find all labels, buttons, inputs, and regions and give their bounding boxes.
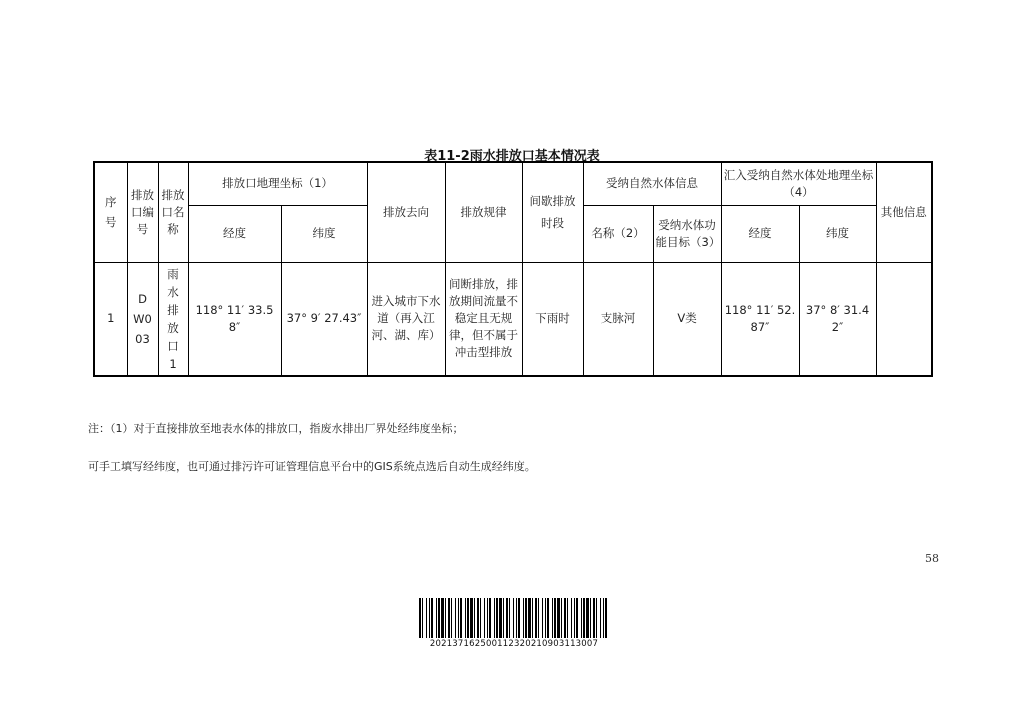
barcode-bar xyxy=(484,598,485,638)
header-conf-longitude: 经度 xyxy=(721,205,799,262)
cell-receiving-target: V类 xyxy=(653,262,721,376)
header-latitude: 纬度 xyxy=(281,205,367,262)
header-pattern: 排放规律 xyxy=(445,162,522,262)
table-title: 表11-2雨水排放口基本情况表 xyxy=(424,149,600,164)
barcode-bar xyxy=(477,598,479,638)
barcode-bar xyxy=(429,598,430,638)
cell-name: 雨水排放口1 xyxy=(158,262,188,376)
cell-pattern: 间断排放，排放期间流量不稳定且无规律，但不属于冲击型排放 xyxy=(445,262,522,376)
barcode-bar xyxy=(554,598,556,638)
barcode-bar xyxy=(516,598,517,638)
cell-code: DW003 xyxy=(127,262,158,376)
barcode-bar xyxy=(419,598,421,638)
header-receiving-target: 受纳水体功能目标（3） xyxy=(653,205,721,262)
cell-other xyxy=(876,262,932,376)
barcode-bar xyxy=(581,598,582,638)
header-receiving-group: 受纳自然水体信息 xyxy=(583,162,721,205)
cell-direction: 进入城市下水道（再入江河、湖、库） xyxy=(367,262,445,376)
header-outlet-code: 排放口编号 xyxy=(127,162,158,262)
cell-period: 下雨时 xyxy=(522,262,583,376)
barcode xyxy=(419,598,609,649)
barcode-bar xyxy=(571,598,572,638)
barcode-bar xyxy=(547,598,549,638)
barcode-bar xyxy=(436,598,437,638)
barcode-bar xyxy=(445,598,446,638)
barcode-bar xyxy=(535,598,537,638)
barcode-number: 20213716250011232021090311300​7 xyxy=(429,639,599,649)
barcode-bar xyxy=(489,598,491,638)
barcode-bar xyxy=(574,598,575,638)
barcode-bar xyxy=(528,598,531,638)
rainwater-outlet-table xyxy=(93,161,933,377)
cell-longitude: 118° 11′ 33.58″ xyxy=(188,262,281,376)
barcode-bar xyxy=(426,598,427,638)
barcode-bar xyxy=(499,598,502,638)
barcode-bar xyxy=(518,598,520,638)
header-receiving-name: 名称（2） xyxy=(583,205,653,262)
cell-seq: 1 xyxy=(94,262,127,376)
barcode-bar xyxy=(513,598,514,638)
barcode-bar xyxy=(509,598,510,638)
barcode-bar xyxy=(532,598,533,638)
header-seq: 序号 xyxy=(94,162,127,262)
table-row xyxy=(94,262,932,376)
barcode-bar xyxy=(576,598,578,638)
barcode-bar xyxy=(431,598,433,638)
header-outlet-name: 排放口名称 xyxy=(158,162,188,262)
barcode-bar xyxy=(506,598,508,638)
barcode-bar xyxy=(545,598,546,638)
cell-latitude: 37° 9′ 27.43″ xyxy=(281,262,367,376)
barcode-bar xyxy=(561,598,562,638)
footnote-2: 可手工填写经纬度，也可通过排污许可证管理信息平台中的GIS系统点选后自动生成经纬度。 xyxy=(88,460,536,473)
barcode-bar xyxy=(487,598,488,638)
barcode-bar xyxy=(586,598,589,638)
barcode-bar xyxy=(422,598,423,638)
barcode-bar xyxy=(567,598,568,638)
header-conf-latitude: 纬度 xyxy=(799,205,876,262)
header-confluence-group: 汇入受纳自然水体处地理坐标（4） xyxy=(721,162,876,205)
cell-receiving-name: 支脉河 xyxy=(583,262,653,376)
barcode-bar xyxy=(564,598,566,638)
barcode-bar xyxy=(542,598,543,638)
barcode-bars xyxy=(419,598,609,638)
header-direction: 排放去向 xyxy=(367,162,445,262)
barcode-bar xyxy=(470,598,473,638)
header-other: 其他信息 xyxy=(876,162,932,262)
barcode-bar xyxy=(538,598,539,638)
barcode-bar xyxy=(448,598,450,638)
barcode-bar xyxy=(455,598,456,638)
barcode-bar xyxy=(441,598,444,638)
barcode-bar xyxy=(583,598,585,638)
barcode-bar xyxy=(458,598,459,638)
barcode-bar xyxy=(438,598,440,638)
header-intermittent-period: 间歇排放时段 xyxy=(522,162,583,262)
barcode-bar xyxy=(552,598,553,638)
barcode-bar xyxy=(590,598,591,638)
cell-conf-longitude: 118° 11′ 52.87″ xyxy=(721,262,799,376)
barcode-bar xyxy=(603,598,604,638)
barcode-bar xyxy=(451,598,452,638)
header-coord-group: 排放口地理坐标（1） xyxy=(188,162,367,205)
barcode-bar xyxy=(593,598,595,638)
barcode-bar xyxy=(605,598,607,638)
barcode-bar xyxy=(525,598,527,638)
barcode-bar xyxy=(465,598,466,638)
barcode-bar xyxy=(503,598,504,638)
barcode-bar xyxy=(496,598,498,638)
footnote-1: 注：（1）对于直接排放至地表水体的排放口，指废水排出厂界处经纬度坐标； xyxy=(88,422,464,435)
barcode-bar xyxy=(460,598,462,638)
barcode-bar xyxy=(523,598,524,638)
barcode-bar xyxy=(494,598,495,638)
barcode-bar xyxy=(480,598,481,638)
header-longitude: 经度 xyxy=(188,205,281,262)
cell-conf-latitude: 37° 8′ 31.42″ xyxy=(799,262,876,376)
barcode-bar xyxy=(474,598,475,638)
barcode-bar xyxy=(596,598,597,638)
barcode-bar xyxy=(467,598,469,638)
barcode-bar xyxy=(557,598,560,638)
page-number: 58 xyxy=(925,552,939,565)
barcode-bar xyxy=(600,598,601,638)
